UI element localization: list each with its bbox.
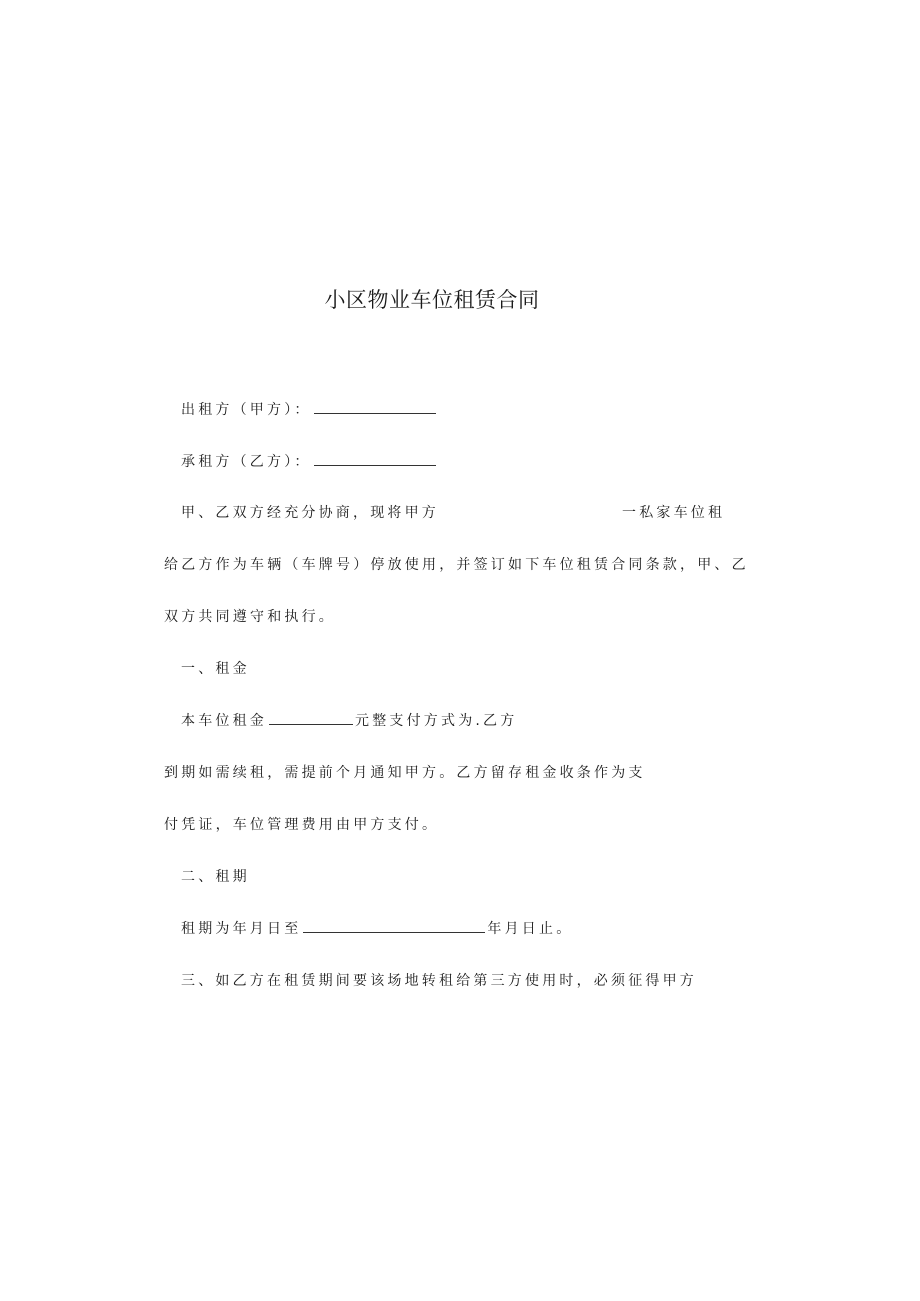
term-line: [181, 919, 573, 939]
intro-line-3: 双方共同遵守和执行。: [164, 609, 336, 625]
rent-line-2: 到期如需续租，需提前个月通知甲方。乙方留存租金收条作为支: [164, 765, 646, 781]
rent-blank: [269, 712, 353, 725]
rent-part-2: 元整支付方式为.乙方: [355, 713, 518, 729]
lessee-blank: [314, 453, 436, 466]
rent-line-1: [181, 711, 517, 731]
lessee-line: [181, 452, 438, 472]
term-part-1: 租期为年月日至: [181, 921, 302, 937]
intro-line-2: 给乙方作为车辆（车牌号）停放使用，并签订如下车位租赁合同条款，甲、乙: [164, 557, 749, 573]
intro-line-1: [181, 503, 725, 523]
term-blank: [303, 920, 485, 933]
section-1-heading: 一、租金: [181, 661, 250, 677]
section-3-line: 三、如乙方在租赁期间要该场地转租给第三方使用时，必须征得甲方: [181, 973, 697, 989]
document-title: 小区物业车位租赁合同: [324, 288, 540, 312]
lessor-blank: [314, 401, 436, 414]
lessor-label: 出租方（甲方）：: [181, 402, 312, 418]
rent-line-3: 付凭证，车位管理费用由甲方支付。: [164, 817, 440, 833]
intro-part-1: 甲、乙双方经充分协商，现将甲方: [181, 505, 439, 521]
term-part-2: 年月日止。: [487, 921, 574, 937]
intro-part-2: 一私家车位租: [622, 505, 726, 521]
lessor-line: [181, 400, 438, 420]
section-2-heading: 二、租期: [181, 869, 250, 885]
rent-part-1: 本车位租金: [181, 713, 267, 729]
lessee-label: 承租方（乙方）：: [181, 454, 312, 470]
